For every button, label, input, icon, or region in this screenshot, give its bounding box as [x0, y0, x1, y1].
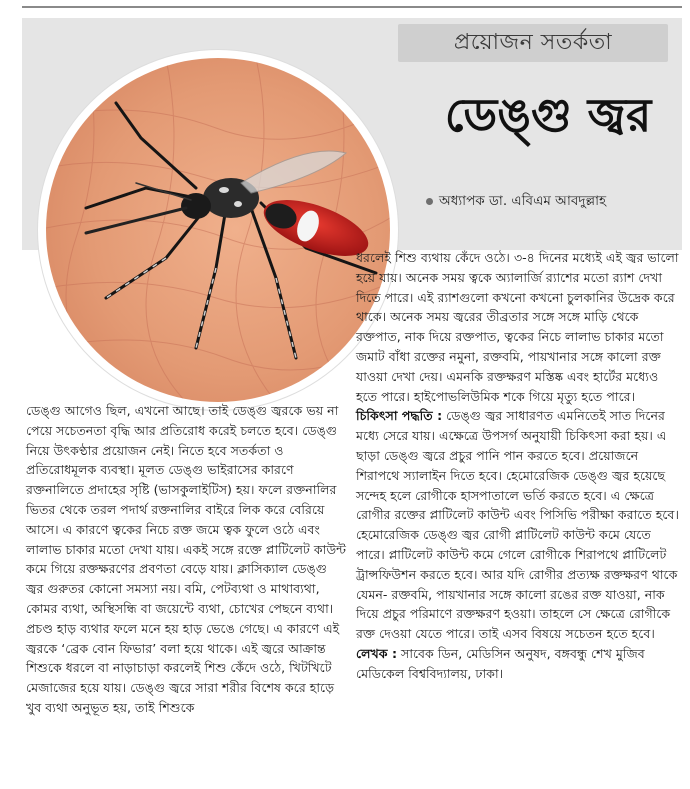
treatment-paragraph [356, 406, 680, 644]
body-paragraph-intro: ধরলেই শিশু ব্যথায় কেঁদে ওঠে। ৩-৪ দিনের মধ্যেই এই জ্বর ভালো হয়ে যায়। অনেক সময় ত্বকে অ্যালার্জি র‍্যাশের মতো র‍্যাশ দেখা দিতে পারে। এই র‍্যাশগুলো কখনো কখনো চুলকানির উদ্রেক করে থাকে। অনেক সময় জ্বরের তীব্রতার সঙ্গে সঙ্গে মাড়ি থেকে রক্তপাত, নাক দিয়ে রক্তপাত, ত্বকের নিচে লালাভ চাকার মতো জমাট বাঁধা রক্তের নমুনা, রক্তবমি, পায়খানার সঙ্গে কালো রক্ত যাওয়া দেখা দেয়। এমনকি রক্তক্ষরণ মস্তিষ্ক এবং হার্টের মধ্যেও হতে পারে। হাইপোভলিউমিক শকে গিয়ে মৃত্যু হতে পারে। [356, 250, 679, 404]
article-column-left [26, 401, 348, 718]
treatment-text: ডেঙ্গু জ্বর সাধারণত এমনিতেই সাত দিনের মধ্যে সেরে যায়। এক্ষেত্রে উপসর্গ অনুযায়ী চিকিৎসা করা হয়। এ ছাড়া ডেঙ্গু জ্বরে প্রচুর পানি পান করতে হবে। প্রয়োজনে শিরাপথে স্যালাইন দিতে হবে। হেমোরেজিক ডেঙ্গু জ্বর হয়েছে সন্দেহ হলে রোগীকে হাসপাতালে ভর্তি করতে হবে। এ ক্ষেত্রে রোগীর রক্তের প্লাটিলেট কাউন্ট এবং পিসিভি পরীক্ষা করাতে হবে। হেমোরেজিক ডেঙ্গু জ্বর রোগী প্লাটিলেট কাউন্ট কমে যেতে পারে। প্লাটিলেট কাউন্ট কমে গেলে রোগীকে শিরাপথে প্লাটিলেট ট্রান্সফিউশন করতে হবে। আর যদি রোগীর প্রত্যক্ষ রক্তক্ষরণ থাকে যেমন- রক্তবমি, পায়খানার সঙ্গে কালো রঙের রক্ত যাওয়া, নাক দিয়ে প্রচুর পরিমাণে রক্তক্ষরণ হওয়া। তাহলে সে ক্ষেত্রে রোগীকে রক্ত দেওয়া যেতে পারে। তাই এসব বিষয়ে সচেতন হতে হবে। [356, 408, 679, 642]
mosquito-photo [46, 58, 390, 402]
bullet-icon [426, 198, 433, 205]
author-label: লেখক : [356, 645, 397, 661]
article-title: ডেঙ্গু জ্বর [444, 88, 652, 142]
article-column-right [356, 248, 680, 684]
author-name: অধ্যাপক ডা. এবিএম আবদুল্লাহ [439, 193, 607, 209]
author-credentials: সাবেক ডিন, মেডিসিন অনুষদ, বঙ্গবন্ধু শেখ মুজিব মেডিকেল বিশ্ববিদ্যালয়, ঢাকা। [356, 645, 645, 681]
category-label: প্রয়োজন সতর্কতা [453, 29, 613, 55]
author-note [356, 644, 680, 684]
top-rule [22, 6, 682, 8]
category-tab [398, 24, 668, 62]
mosquito-illustration [46, 58, 390, 402]
photo-frame [38, 50, 398, 410]
treatment-label: চিকিৎসা পদ্ধতি : [356, 408, 443, 424]
byline [426, 190, 606, 213]
body-paragraph: ডেঙ্গু আগেও ছিল, এখনো আছে। তাই ডেঙ্গু জ্বরকে ভয় না পেয়ে সচেতনতা বৃদ্ধি আর প্রতিরোধ করেই চলতে হবে। ডেঙ্গু নিয়ে উৎকণ্ঠার প্রয়োজন নেই। নিতে হবে সতর্কতা ও প্রতিরোধমূলক ব্যবস্থা। মূলত ডেঙ্গু ভাইরাসের কারণে রক্তনালিতে প্রদাহের সৃষ্টি (ভাসকুলাইটিস) হয়। ফলে রক্তনালির ভিতর থেকে তরল পদার্থ রক্তনালির বাইরে লিক করে বেরিয়ে আসে। এ কারণে ত্বকের নিচে রক্ত জমে ত্বক ফুলে ওঠে এবং লালাভ চাকার মতো দেখা যায়। একই সঙ্গে রক্তে প্লাটিলেট কাউন্ট কমে গিয়ে রক্তক্ষরণের প্রবণতা বেড়ে যায়। ক্লাসিক্যাল ডেঙ্গু জ্বর গুরুতর কোনো সমস্যা নয়। বমি, পেটব্যথা ও মাথাব্যথা, কোমর ব্যথা, অস্থিসন্ধি বা জয়েন্টে ব্যথা, চোখের পেছনে ব্যথা। প্রচণ্ড হাড় ব্যথার ফলে মনে হয় হাড় ভেঙে গেছে। এ কারণে এই জ্বরকে ‘ব্রেক বোন ফিভার’ বলা হয়ে থাকে। এই জ্বরে আক্রান্ত শিশুকে ধরলে বা নাড়াচাড়া করলেই শিশু কেঁদে ওঠে, খিটখিটে মেজাজের হয়ে যায়। ডেঙ্গু জ্বরে সারা শরীর বিশেষ করে হাড়ে খুব ব্যথা অনুভূত হয়, তাই শিশুকে [26, 403, 347, 715]
